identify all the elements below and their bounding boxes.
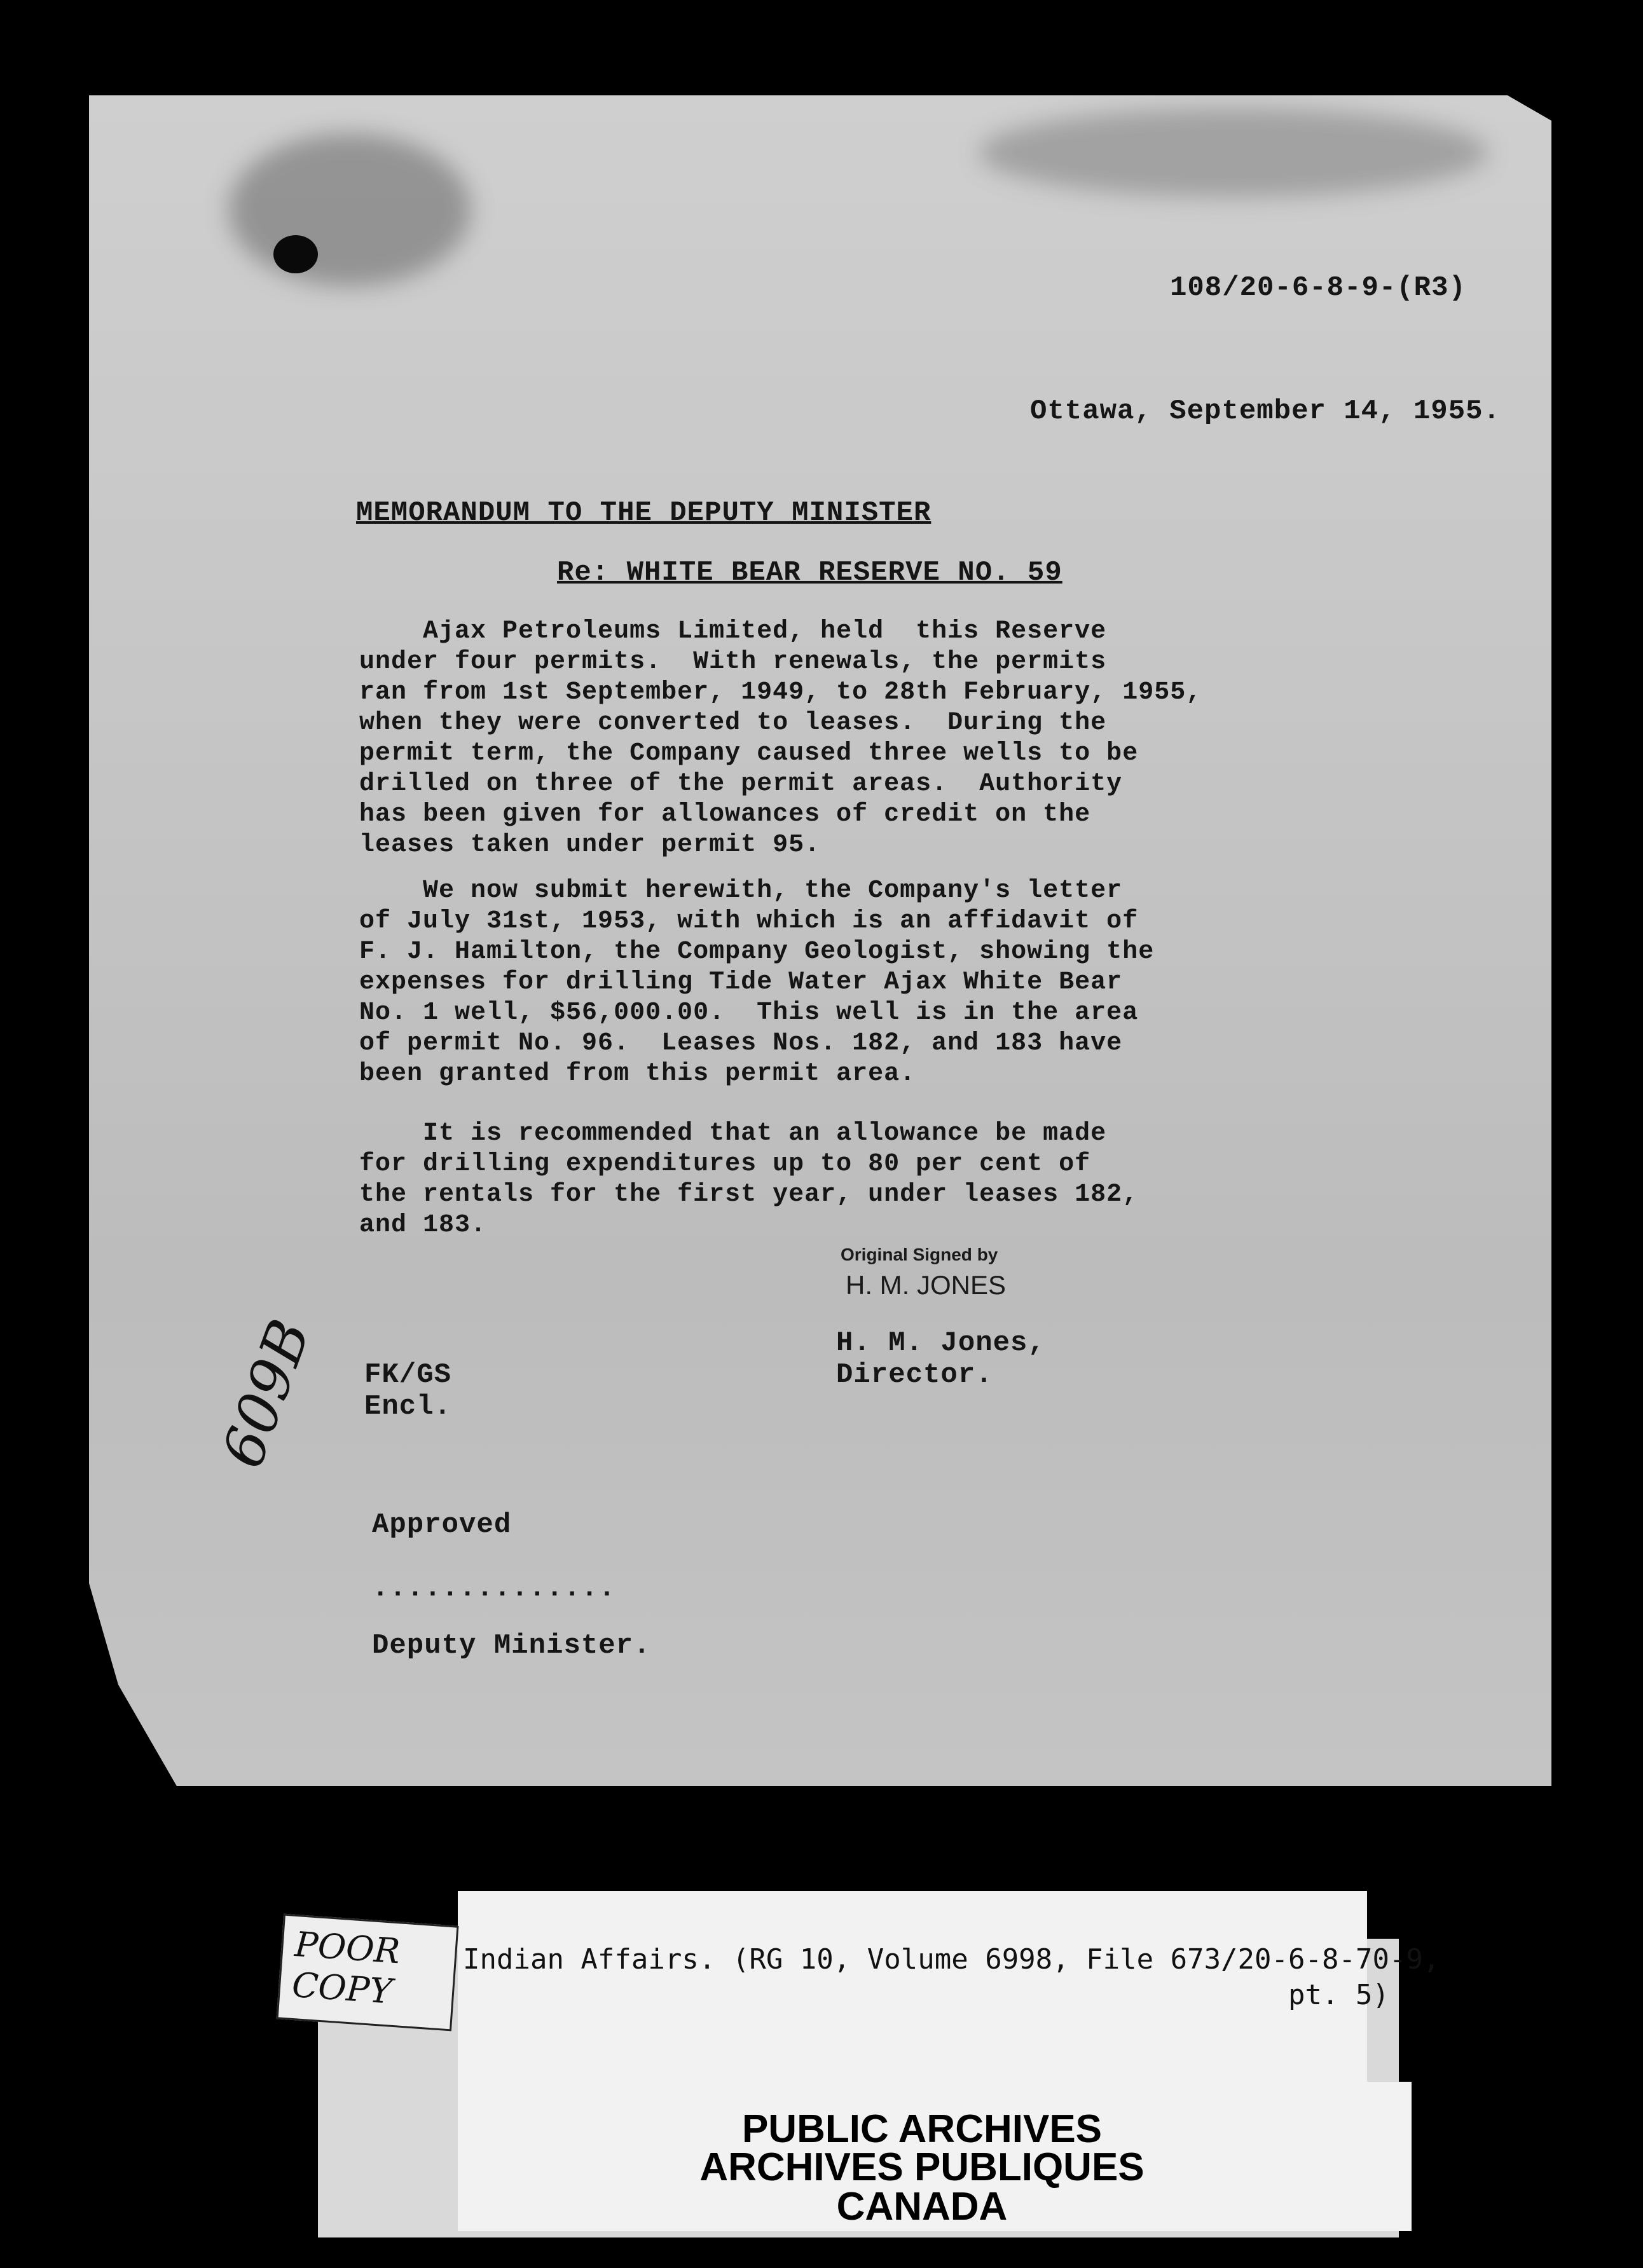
memo-subject: Re: WHITE BEAR RESERVE NO. 59 [557,557,1062,589]
signature-stamp-line2: H. M. JONES [846,1270,1007,1300]
approver-title: Deputy Minister. [372,1630,651,1662]
archive-title-line1: PUBLIC ARCHIVES [741,2107,1103,2151]
punch-hole [273,235,318,273]
ink-stain [979,108,1488,197]
signature-stamp-line1: Original Signed by [841,1245,998,1264]
memo-heading: MEMORANDUM TO THE DEPUTY MINISTER [356,497,931,529]
archive-citation: Indian Affairs. (RG 10, Volume 6998, File 673/20-6-8-70-9, pt. 5) [463,1943,1440,2011]
signatory-title: Director. [836,1359,993,1391]
signatory-name: H. M. Jones, [836,1327,1045,1359]
initials: FK/GS [364,1359,452,1391]
date-line: Ottawa, September 14, 1955. [1030,395,1501,427]
approval-line: .............. [372,1573,616,1604]
archive-title-line2: ARCHIVES PUBLIQUES [699,2145,1145,2189]
file-number: 108/20-6-8-9-(R3) [1170,272,1466,304]
poor-copy-tag [277,1914,459,2032]
paragraph-2: We now submit herewith, the Company's letter of July 31st, 1953, with which is an affidavit of F. J. Hamilton, the Company Geologist, showing the expenses for drilling Tide Water Ajax White Bear No. 1 well, $56,000.00. This well is in the area of permit No. 96. Leases Nos. 182, and 183 have been granted from this permit area. [359,877,1155,1088]
enclosure: Encl. [364,1391,452,1423]
approved-label: Approved [372,1509,512,1541]
paragraph-1: Ajax Petroleums Limited, held this Reserve under four permits. With renewals, the permits ran from 1st September, 1949, to 28th February, 1955, when they were converted to leases. During the permit term, the Company caused three wells to be drilled on three of the permit areas. Authority has been given for allowances of credit on the leases taken under permit 95. [359,617,1202,859]
handwritten-note: 609B [209,1311,324,1477]
paragraph-3: It is recommended that an allowance be made for drilling expenditures up to 80 per cent of the rentals for the first year, under leases 182, and 183. [359,1119,1139,1240]
archive-title-line3: CANADA [836,2185,1008,2229]
poor-copy-text: POOR COPY [291,1924,402,2012]
ink-stain [229,133,471,286]
